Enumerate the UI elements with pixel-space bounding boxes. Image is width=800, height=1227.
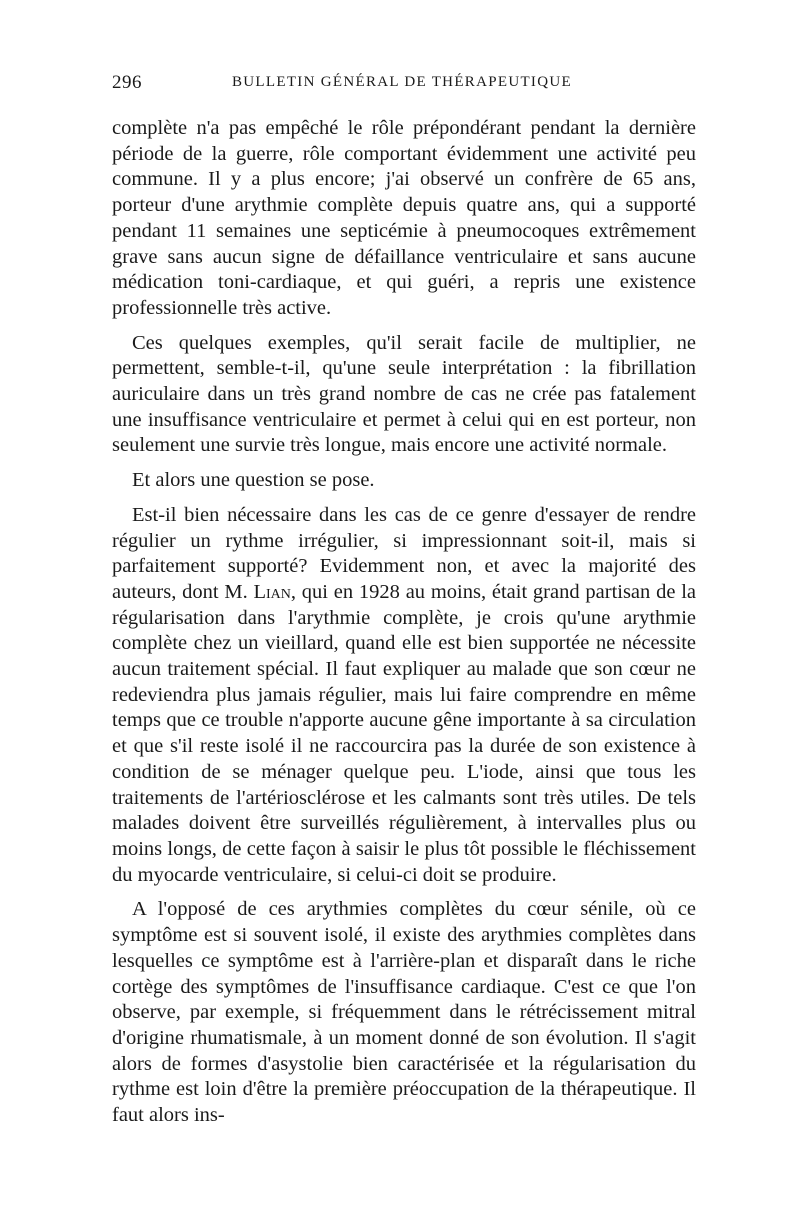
paragraph-4-text-after: , qui en 1928 au moins, était grand partisan de la régularisation dans l'arythmie complète, je crois qu'une arythmie complète chez un vieillard, quand elle est bien supportée ne nécessite aucun traitement spécial. Il faut expliquer au malade que son cœur ne redeviendra plus jamais régulier, mais lui faire comprendre en même temps que ce trouble n'apporte aucune gêne importante à sa circulation et que s'il reste isolé il ne raccourcira pas la durée de son existence à condition de se ménager quelque peu. L'iode, ainsi que tous les traitements de l'artériosclérose et les calmants sont très utiles. De tels malades doivent être surveillés régulièrement, à intervalles plus ou moins longs, de cette façon à saisir le plus tôt possible le fléchissement du myocarde ventriculaire, si celui-ci doit se produire.: [112, 580, 696, 886]
page-header: [112, 72, 696, 102]
author-name: Lian: [253, 580, 291, 603]
page-number: 296: [112, 72, 142, 93]
paragraph-3: Et alors une question se pose.: [132, 469, 375, 492]
paragraph-1: complète n'a pas empêché le rôle prépondérant pendant la dernière période de la guerre, rôle comportant évidemment une activité peu commune. Il y a plus encore; j'ai observé un confrère de 65 ans, porteur d'une arythmie complète depuis quatre ans, qui a supporté pendant 11 semaines une septicémie à pneumocoques extrêmement grave sans aucun signe de défaillance ventriculaire et sans aucune médication toni-cardiaque, et qui guéri, a repris une existence professionnelle très active.: [112, 117, 696, 319]
body-text: [112, 116, 696, 1129]
paragraph-5: A l'opposé de ces arythmies complètes du cœur sénile, où ce symptôme est si souvent isolé, il existe des arythmies complètes dans lesquelles ce symptôme est à l'arrière-plan et disparaît dans le riche cortège des symptômes de l'insuffisance cardiaque. C'est ce que l'on observe, par exemple, si fréquemment dans le rétrécissement mitral d'origine rhumatismale, à un moment donné de son évolution. Il s'agit alors de formes d'asystolie bien caractérisée et la régularisation du rythme est loin d'être la première préoccupation de la thérapeutique. Il faut alors ins-: [112, 898, 696, 1127]
paragraph-2: Ces quelques exemples, qu'il serait facile de multiplier, ne permettent, semble-t-il, qu'une seule interprétation : la fibrillation auriculaire dans un très grand nombre de cas ne crée pas fatalement une insuffisance ventriculaire et permet à celui qui en est porteur, non seulement une survie très longue, mais encore une activité normale.: [112, 331, 696, 457]
paragraph-4: [112, 503, 696, 889]
document-page: [112, 72, 696, 1138]
paragraph-4-text-before: Est-il bien nécessaire dans les cas de ce genre d'essayer de rendre régulier un rythme irrégulier, si impressionnant soit-il, mais si parfaitement supporté? Evidemment non, et avec la majorité des auteurs, dont M.: [112, 503, 696, 603]
running-head: BULLETIN GÉNÉRAL DE THÉRAPEUTIQUE: [232, 74, 572, 90]
